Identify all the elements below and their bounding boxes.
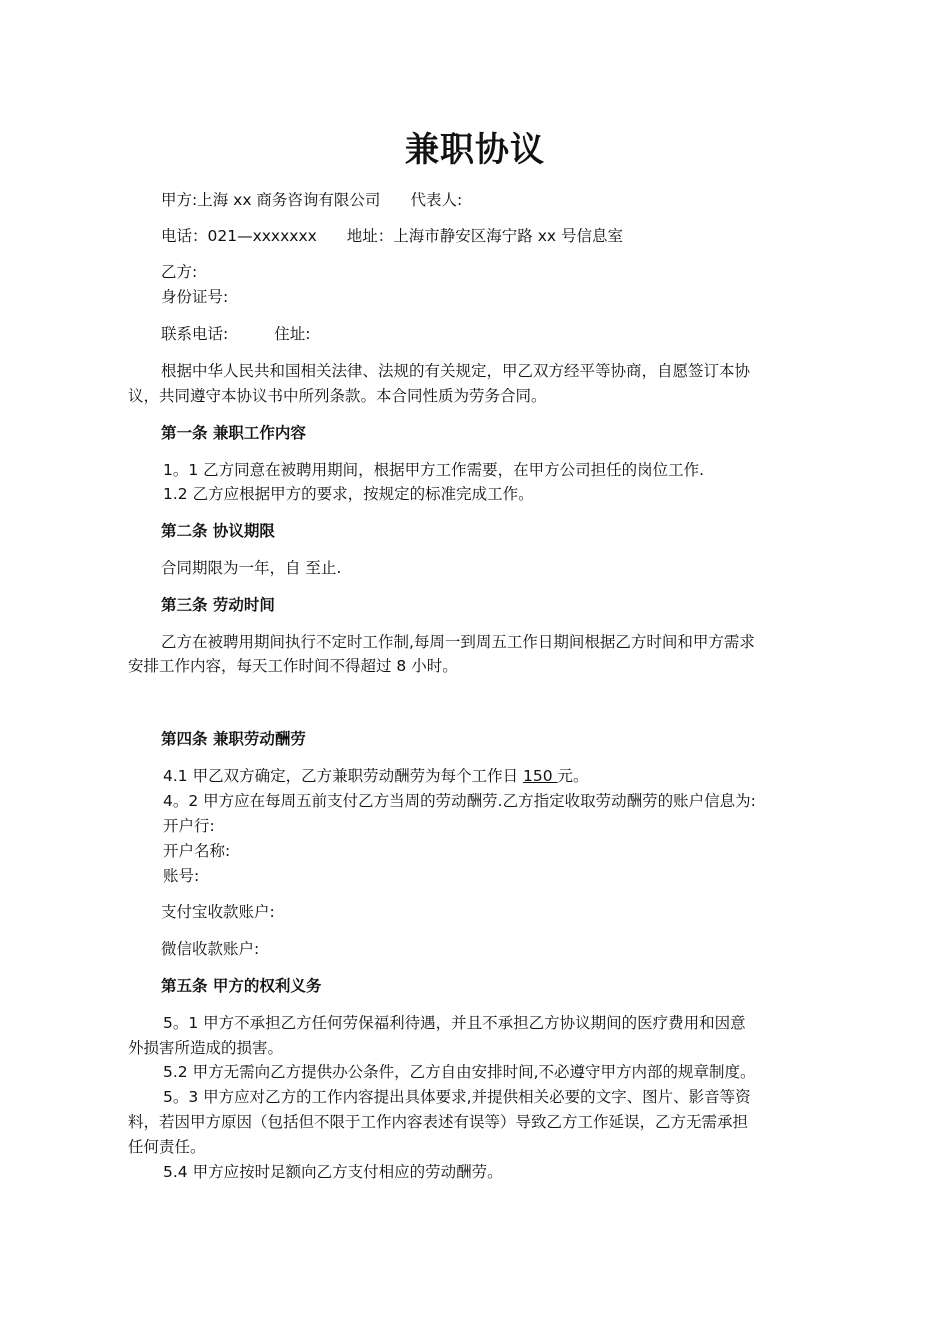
article-4-clause-1-text: 4.1 甲乙双方确定，乙方兼职劳动酬劳为每个工作日 xyxy=(163,767,524,785)
party-b-address: 住址: xyxy=(274,325,311,343)
article-3-heading: 第三条 劳动时间 xyxy=(161,596,275,614)
article-2-heading: 第二条 协议期限 xyxy=(161,522,275,540)
article-4-clause-2: 4。2 甲方应在每周五前支付乙方当周的劳动酬劳.乙方指定收取劳动酬劳的账户信息为: xyxy=(163,792,756,810)
bank-field-label: 开户行: xyxy=(163,817,215,835)
article-5-clause-3-line-3: 任何责任。 xyxy=(128,1138,206,1156)
party-b-id: 身份证号: xyxy=(161,288,229,306)
article-5-heading: 第五条 甲方的权利义务 xyxy=(161,977,322,995)
party-a-contact-line xyxy=(161,224,623,248)
party-b-contact-line xyxy=(161,322,310,346)
article-4-clause-1 xyxy=(163,764,589,788)
party-a-representative: 代表人: xyxy=(410,191,463,209)
party-a-phone: 电话：021—xxxxxxx xyxy=(161,227,317,245)
article-1-clause-2: 1.2 乙方应根据甲方的要求，按规定的标准完成工作。 xyxy=(163,485,534,503)
article-4-clause-1-unit: 元。 xyxy=(557,767,589,785)
party-b-phone: 联系电话: xyxy=(161,325,229,343)
article-5-clause-2: 5.2 甲方无需向乙方提供办公条件，乙方自由安排时间,不必遵守甲方内部的规章制度。 xyxy=(163,1063,756,1081)
article-5-clause-3-line-2: 料，若因甲方原因（包括但不限于工作内容表述有误等）导致乙方工作延误，乙方无需承担 xyxy=(128,1113,749,1131)
wechat-field-label: 微信收款账户: xyxy=(161,940,260,958)
article-5-clause-4: 5.4 甲方应按时足额向乙方支付相应的劳动酬劳。 xyxy=(163,1163,503,1181)
account-name-field-label: 开户名称: xyxy=(163,842,231,860)
article-5-clause-1-line-2: 外损害所造成的损害。 xyxy=(128,1039,284,1057)
intro-line-2: 议，共同遵守本协议书中所列条款。本合同性质为劳务合同。 xyxy=(128,387,547,405)
alipay-field-label: 支付宝收款账户: xyxy=(161,903,275,921)
article-3-line-1: 乙方在被聘用期间执行不定时工作制,每周一到周五工作日期间根据乙方时间和甲方需求 xyxy=(161,633,755,651)
party-a-name: 甲方:上海 xx 商务咨询有限公司 xyxy=(161,191,381,209)
article-4-heading: 第四条 兼职劳动酬劳 xyxy=(161,730,306,748)
account-number-field-label: 账号: xyxy=(163,867,200,885)
article-5-clause-1-line-1: 5。1 甲方不承担乙方任何劳保福利待遇，并且不承担乙方协议期间的医疗费用和因意 xyxy=(163,1014,746,1032)
article-5-clause-3-line-1: 5。3 甲方应对乙方的工作内容提出具体要求,并提供相关必要的文字、图片、影音等资 xyxy=(163,1088,751,1106)
daily-pay-amount: 150 xyxy=(523,767,558,785)
party-b-name: 乙方: xyxy=(161,263,198,281)
intro-line-1: 根据中华人民共和国相关法律、法规的有关规定，甲乙双方经平等协商，自愿签订本协 xyxy=(161,362,751,380)
party-a-address: 地址：上海市静安区海宁路 xx 号信息室 xyxy=(346,227,623,245)
article-1-heading: 第一条 兼职工作内容 xyxy=(161,424,306,442)
article-2-clause-1: 合同期限为一年，自 至止. xyxy=(161,559,342,577)
document-title: 兼职协议 xyxy=(405,130,545,170)
party-a-line xyxy=(161,188,462,212)
article-1-clause-1: 1。1 乙方同意在被聘用期间，根据甲方工作需要，在甲方公司担任的岗位工作. xyxy=(163,461,705,479)
article-3-line-2: 安排工作内容，每天工作时间不得超过 8 小时。 xyxy=(128,657,458,675)
